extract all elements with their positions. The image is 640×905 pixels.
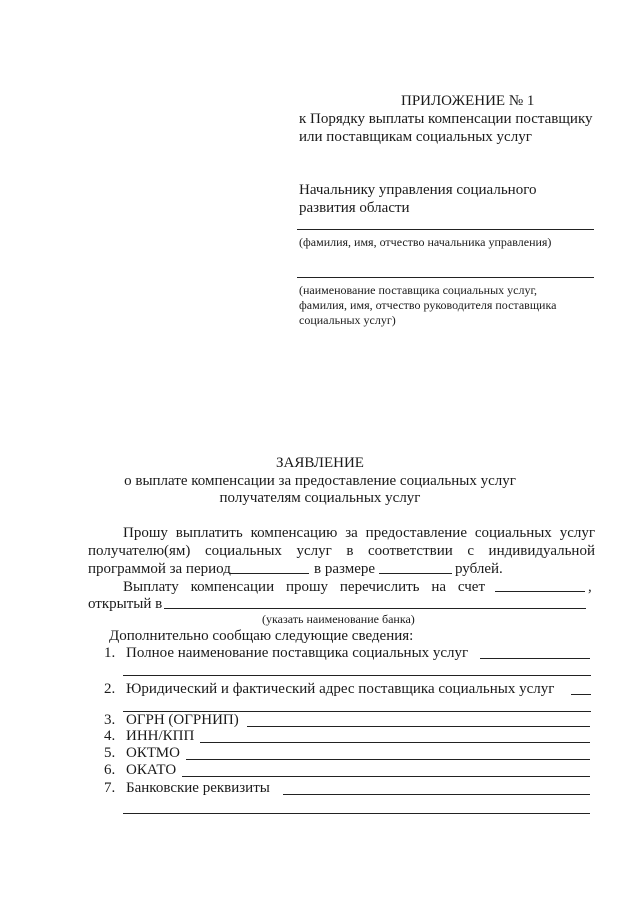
item-3-field[interactable] (247, 726, 590, 727)
period-field[interactable] (229, 573, 309, 574)
item-2-label: Юридический и фактический адрес поставщика социальных услуг (126, 681, 555, 697)
item-5-number: 5. (104, 745, 116, 761)
document-subtitle-2: получателям социальных услуг (219, 490, 421, 506)
appendix-line-1: к Порядку выплаты компенсации поставщику (299, 111, 593, 127)
item-7-number: 7. (104, 780, 116, 796)
provider-field[interactable] (297, 277, 594, 278)
item-1-label: Полное наименование поставщика социальных услуг (126, 645, 469, 661)
bank-field[interactable] (164, 608, 586, 609)
payment-line-2: открытый в (88, 596, 163, 612)
payment-line-1: Выплату компенсации прошу перечислить на счет (123, 579, 485, 595)
item-6-number: 6. (104, 762, 116, 778)
request-line-3-a: программой за период (88, 561, 231, 577)
addressee-line-1: Начальнику управления социального (299, 182, 537, 198)
item-7-label: Банковские реквизиты (126, 780, 270, 796)
item-6-field[interactable] (182, 776, 590, 777)
extra-info-heading: Дополнительно сообщаю следующие сведения: (109, 628, 414, 644)
bank-hint: (указать наименование банка) (262, 612, 415, 626)
addressee-line-2: развития области (299, 200, 410, 216)
document-subtitle-1: о выплате компенсации за предоставление социальных услуг (124, 473, 516, 489)
item-7-field-cont[interactable] (123, 813, 590, 814)
request-line-3-b: в размере (314, 561, 376, 577)
request-line-2: получателю(ям) социальных услуг в соответствии с индивидуальной (88, 543, 595, 559)
item-3-number: 3. (104, 712, 116, 728)
item-1-field[interactable] (480, 658, 590, 659)
account-comma: , (588, 579, 592, 595)
account-field[interactable] (495, 591, 585, 592)
item-1-number: 1. (104, 645, 116, 661)
request-line-3-c: рублей. (455, 561, 503, 577)
item-5-field[interactable] (186, 759, 590, 760)
item-2-field[interactable] (571, 694, 591, 695)
item-7-field[interactable] (283, 794, 590, 795)
provider-hint-1: (наименование поставщика социальных услуг, (299, 283, 538, 297)
appendix-title: ПРИЛОЖЕНИЕ № 1 (401, 93, 535, 109)
item-2-number: 2. (104, 681, 116, 697)
amount-field[interactable] (379, 573, 452, 574)
request-line-1: Прошу выплатить компенсацию за предоставление социальных услуг (123, 525, 595, 541)
head-name-hint: (фамилия, имя, отчество начальника управления) (299, 235, 552, 249)
item-4-number: 4. (104, 728, 116, 744)
item-4-label: ИНН/КПП (126, 728, 195, 744)
appendix-line-2: или поставщикам социальных услуг (299, 129, 532, 145)
item-3-label: ОГРН (ОГРНИП) (126, 712, 239, 728)
provider-hint-3: социальных услуг) (299, 313, 396, 327)
provider-hint-2: фамилия, имя, отчество руководителя поставщика (299, 298, 557, 312)
item-5-label: ОКТМО (126, 745, 180, 761)
item-1-field-cont[interactable] (123, 675, 591, 676)
item-4-field[interactable] (200, 742, 590, 743)
head-name-field[interactable] (297, 229, 594, 230)
item-6-label: ОКАТО (126, 762, 177, 778)
document-title: ЗАЯВЛЕНИЕ (276, 455, 364, 471)
